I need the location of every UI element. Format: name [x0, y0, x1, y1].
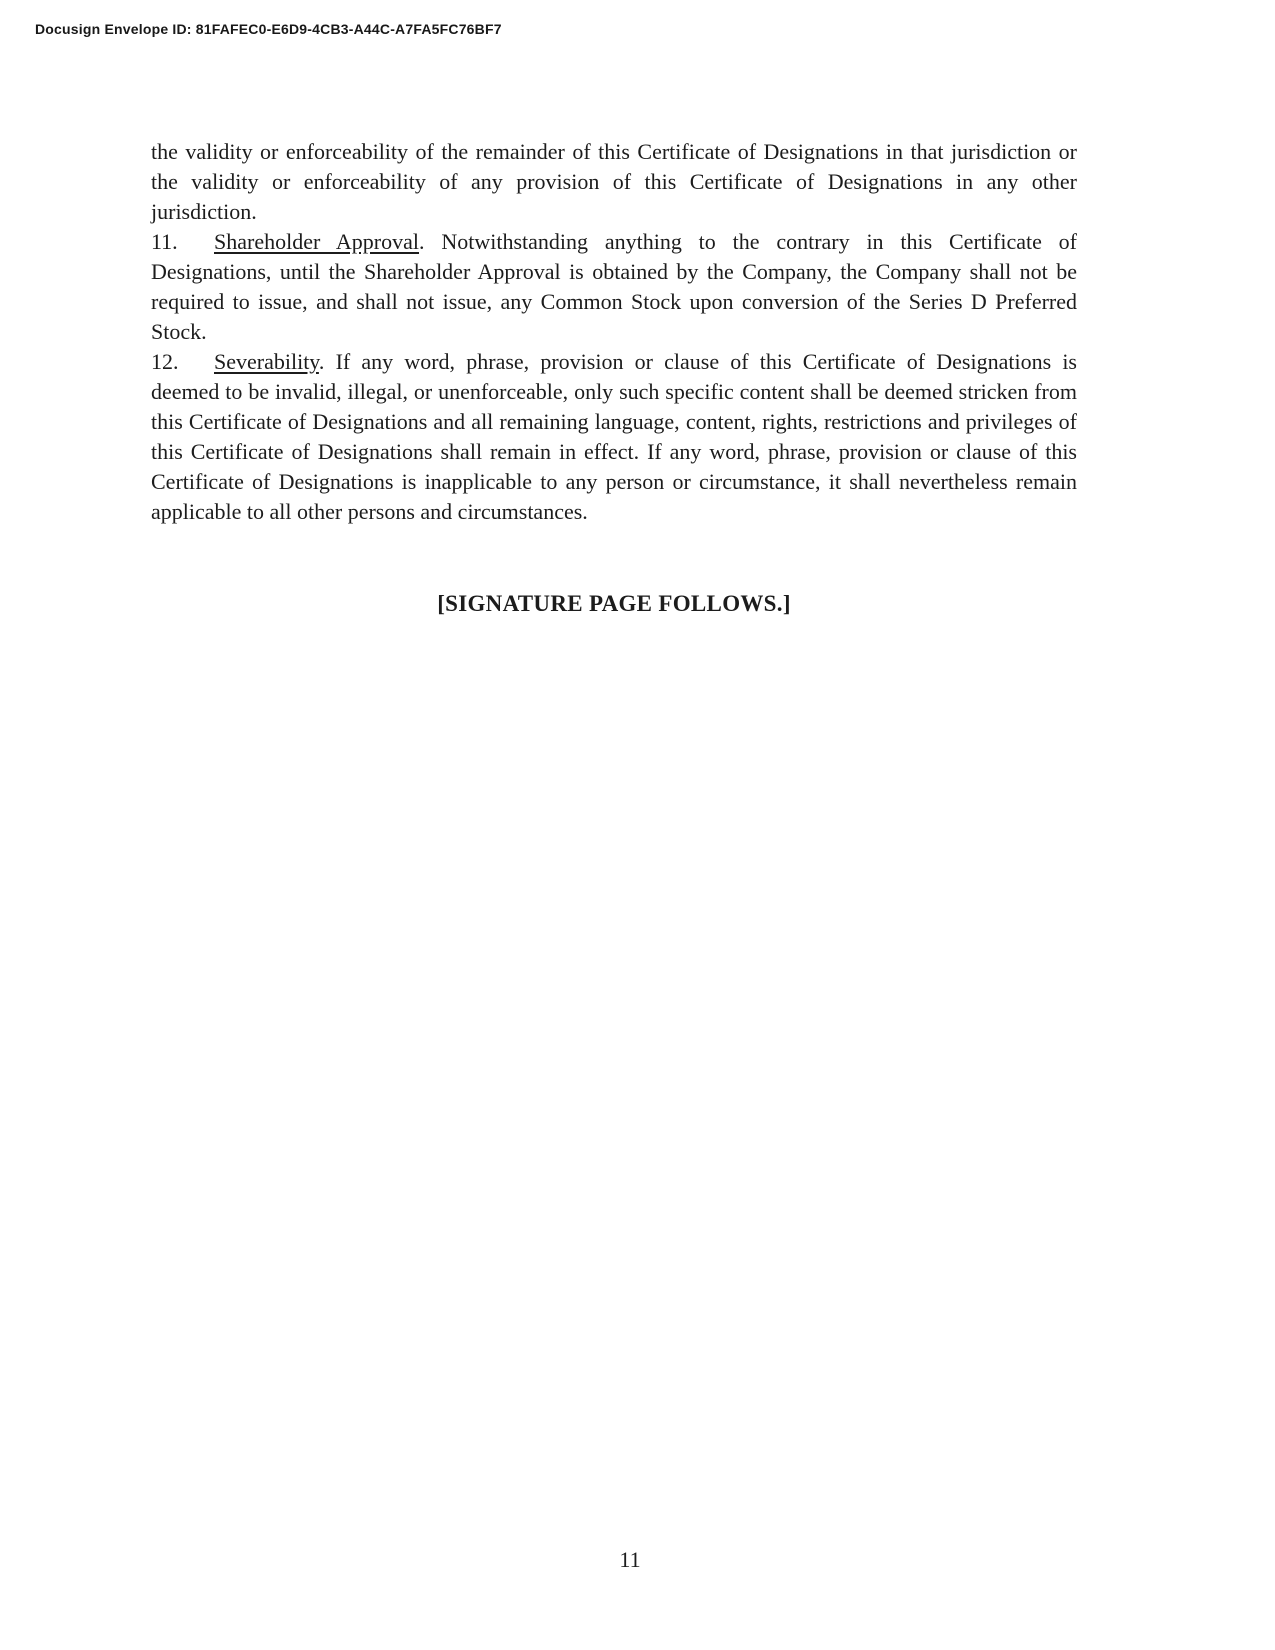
- page-number: 11: [619, 1547, 641, 1572]
- section-12-text: . If any word, phrase, provision or clause of this Certificate of Designations is deemed to be invalid, illegal, or unenforceable, only such specific content shall be deemed stricken from this Certificate of Designations and all remaining language, content, rights, restrictions and privileges of this Certificate of Designations shall remain in effect. If any word, phrase, provision or clause of this Certificate of Designations is inapplicable to any person or circumstance, it shall nevertheless remain applicable to all other persons and circumstances.: [151, 349, 1077, 524]
- section-11-text: . Notwithstanding anything to the contrary in this Certificate of Designations, until the Shareholder Approval is obtained by the Company, the Company shall not be required to issue, and shall not issue, any Common Stock upon conversion of the Series D Preferred Stock.: [151, 229, 1078, 344]
- section-12-paragraph: [151, 347, 1077, 527]
- section-11-number: 11.: [151, 229, 178, 254]
- signature-page-notice: [SIGNATURE PAGE FOLLOWS.]: [437, 591, 791, 616]
- section-12-number: 12.: [151, 349, 179, 374]
- section-11-paragraph: [151, 227, 1077, 347]
- document-body: [151, 137, 1077, 619]
- section-11-heading: Shareholder Approval: [214, 229, 420, 254]
- section-12-heading: Severability: [214, 349, 319, 374]
- continuation-paragraph: the validity or enforceability of the remainder of this Certificate of Designations in that jurisdiction or the validity or enforceability of any provision of this Certificate of Designations in any other jurisdiction.: [151, 139, 1077, 224]
- docusign-envelope-id: Docusign Envelope ID: 81FAFEC0-E6D9-4CB3-A44C-A7FA5FC76BF7: [35, 21, 502, 37]
